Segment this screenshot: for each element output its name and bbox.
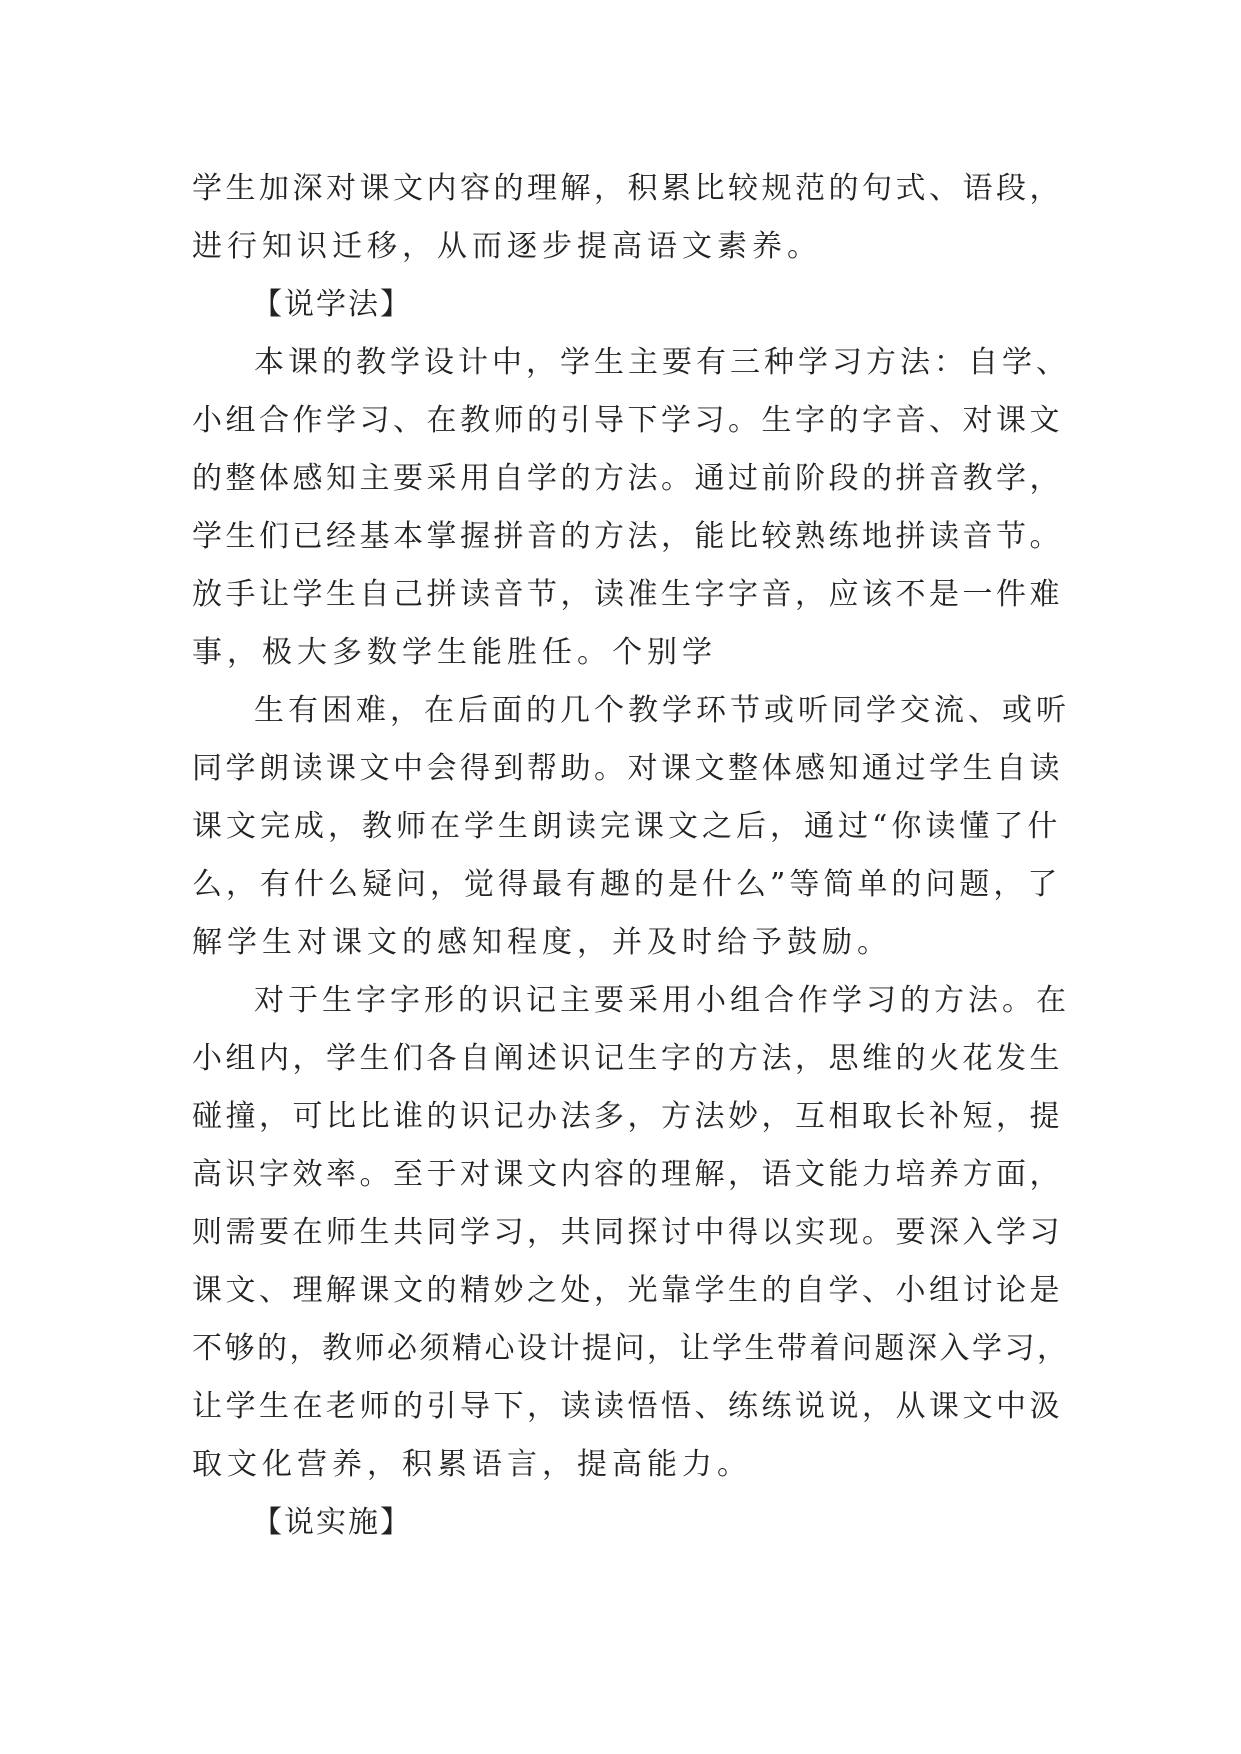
paragraph-study-methods	[192, 334, 1072, 682]
text-line: 放手让学生自己拼读音节，读准生字字音，应该不是一件难	[192, 577, 1063, 612]
text-line: 生有困难，在后面的几个教学环节或听同学交流、或听	[254, 693, 1070, 728]
text-line: 事，极大多数学生能胜任。个别学	[192, 635, 717, 670]
text-line: 进行知识迁移，从而逐步提高语文素养。	[192, 229, 822, 264]
text-line: 对于生字字形的识记主要采用小组合作学习的方法。在	[254, 983, 1070, 1018]
text-line: 同学朗读课文中会得到帮助。对课文整体感知通过学生自读	[192, 751, 1063, 786]
text-line: 小组合作学习、在教师的引导下学习。生字的字音、对课文	[192, 403, 1063, 438]
text-line: 取文化营养，积累语言，提高能力。	[192, 1447, 752, 1482]
text-line: 课文完成，教师在学生朗读完课文之后，通过“你读懂了什	[192, 809, 1062, 844]
text-line: 学生们已经基本掌握拼音的方法，能比较熟练地拼读音节。	[192, 519, 1063, 554]
paragraph-difficulties	[192, 682, 1072, 972]
text-line: 么，有什么疑问，觉得最有趣的是什么”等简单的问题，了	[192, 867, 1062, 902]
paragraph-continuation	[192, 160, 1072, 276]
document-body	[192, 160, 1072, 1552]
section-heading-implementation: 【说实施】	[252, 1505, 412, 1540]
text-line: 本课的教学设计中，学生主要有三种学习方法：自学、	[254, 345, 1070, 380]
text-line: 小组内，学生们各自阐述识记生字的方法，思维的火花发生	[192, 1041, 1063, 1076]
text-line: 解学生对课文的感知程度，并及时给予鼓励。	[192, 925, 892, 960]
text-line: 课文、理解课文的精妙之处，光靠学生的自学、小组讨论是	[192, 1273, 1063, 1308]
section-heading-study-method: 【说学法】	[252, 287, 412, 322]
text-line: 不够的，教师必须精心设计提问，让学生带着问题深入学习，	[192, 1331, 1070, 1366]
text-line: 学生加深对课文内容的理解，积累比较规范的句式、语段，	[192, 171, 1063, 206]
text-line: 碰撞，可比比谁的识记办法多，方法妙，互相取长补短，提	[192, 1099, 1063, 1134]
text-line: 高识字效率。至于对课文内容的理解，语文能力培养方面，	[192, 1157, 1063, 1192]
text-line: 让学生在老师的引导下，读读悟悟、练练说说，从课文中汲	[192, 1389, 1063, 1424]
text-line: 的整体感知主要采用自学的方法。通过前阶段的拼音教学，	[192, 461, 1063, 496]
text-line: 则需要在师生共同学习，共同探讨中得以实现。要深入学习	[192, 1215, 1063, 1250]
paragraph-group-learning	[192, 972, 1072, 1494]
